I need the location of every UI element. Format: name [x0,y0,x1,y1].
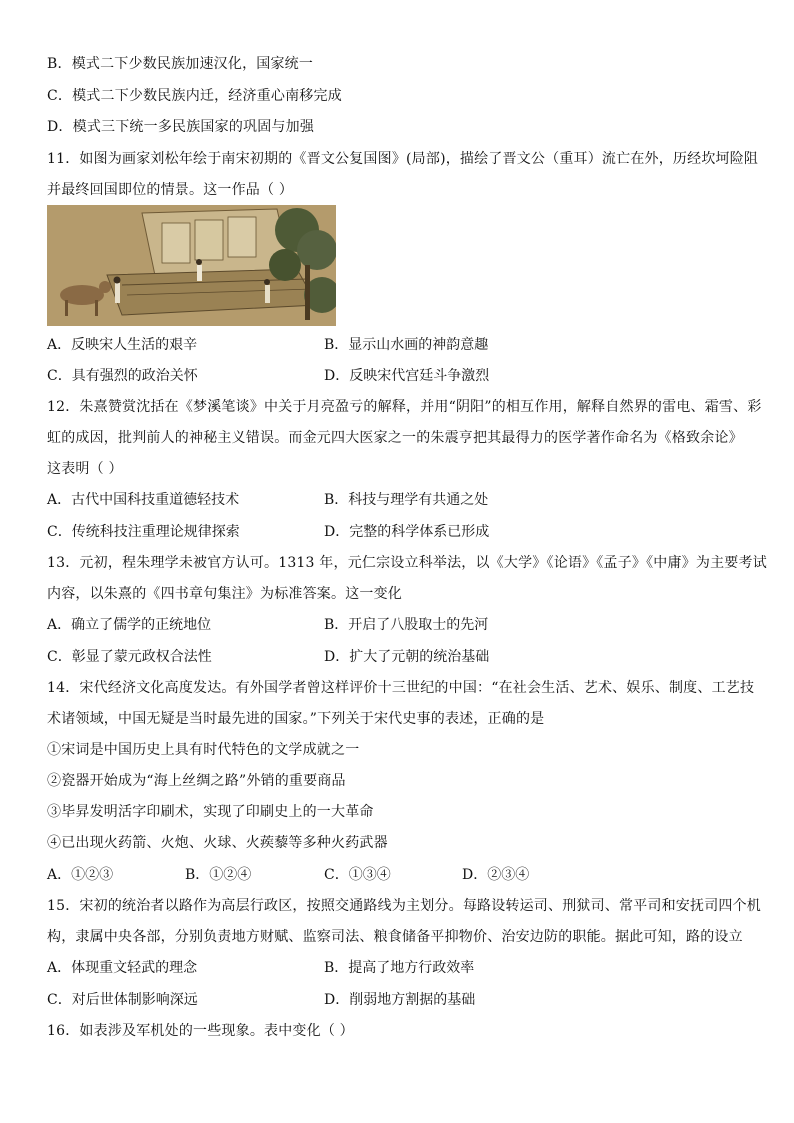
q10-option-b: B．模式二下少数民族加速汉化，国家统一 [47,56,314,72]
q13-stem-line-1: 13．元初，程朱理学未被官方认可。1313 年，元仁宗设立科举法，以《大学》《论语》《孟子》《中庸》为主要考试 [47,555,767,571]
q11-painting-image [47,205,336,326]
q12-option-d: D．完整的科学体系已形成 [324,524,490,540]
q15-option-d: D．削弱地方割据的基础 [324,992,476,1008]
q14-option-a: A．①②③ [47,867,114,883]
q11-option-a: A．反映宋人生活的艰辛 [47,337,198,353]
painting-illustration [47,205,336,326]
q14-option-d: D．②③④ [462,867,530,883]
q13-option-c: C．彰显了蒙元政权合法性 [47,649,212,665]
q15-option-b: B．提高了地方行政效率 [324,960,475,976]
q10-option-d: D．模式三下统一多民族国家的巩固与加强 [47,119,315,135]
q14-statement-3: ③毕昇发明活字印刷术，实现了印刷史上的一大革命 [47,804,374,820]
q14-statement-4: ④已出现火药箭、火炮、火球、火蒺藜等多种火药武器 [47,835,388,851]
q13-option-a: A．确立了儒学的正统地位 [47,617,212,633]
q15-option-a: A．体现重文轻武的理念 [47,960,198,976]
q11-option-b: B．显示山水画的神韵意趣 [324,337,489,353]
q14-statement-1: ①宋词是中国历史上具有时代特色的文学成就之一 [47,742,360,758]
q11-stem-line-1: 11．如图为画家刘松年绘于南宋初期的《晋文公复国图》(局部)，描绘了晋文公（重耳）流亡在外，历经坎坷险阻 [47,151,759,167]
q11-option-c: C．具有强烈的政治关怀 [47,368,198,384]
q12-option-b: B．科技与理学有共通之处 [324,492,489,508]
q11-stem-line-2: 并最终回国即位的情景。这一作品（ ） [47,182,294,198]
q14-stem-line-1: 14．宋代经济文化高度发达。有外国学者曾这样评价十三世纪的中国：“在社会生活、艺术、娱乐、制度、工艺技 [47,680,755,696]
q14-option-c: C．①③④ [324,867,391,883]
q15-stem-line-2: 构，隶属中央各部，分别负责地方财赋、监察司法、粮食储备平抑物价、治安边防的职能。据此可知，路的设立 [47,929,743,945]
q13-option-d: D．扩大了元朝的统治基础 [324,649,490,665]
q16-stem-line-1: 16．如表涉及军机处的一些现象。表中变化（ ） [47,1023,354,1039]
q12-stem-line-3: 这表明（ ） [47,461,123,477]
q12-option-c: C．传统科技注重理论规律探索 [47,524,240,540]
q13-option-b: B．开启了八股取士的先河 [324,617,489,633]
q12-stem-line-2: 虹的成因，批判前人的神秘主义错误。而金元四大医家之一的朱震亨把其最得力的医学著作命名为《格致余论》 [47,430,743,446]
q13-stem-line-2: 内容，以朱熹的《四书章句集注》为标准答案。这一变化 [47,586,402,602]
q14-stem-line-2: 术诸领域，中国无疑是当时最先进的国家。”下列关于宋代史事的表述，正确的是 [47,711,545,727]
q11-option-d: D．反映宋代宫廷斗争激烈 [324,368,490,384]
q15-option-c: C．对后世体制影响深远 [47,992,198,1008]
q10-option-c: C．模式二下少数民族内迁，经济重心南移完成 [47,88,342,104]
q14-statement-2: ②瓷器开始成为“海上丝绸之路”外销的重要商品 [47,773,346,789]
q12-stem-line-1: 12．朱熹赞赏沈括在《梦溪笔谈》中关于月亮盈亏的解释，并用“阴阳”的相互作用，解释自然界的雷电、霜雪、彩 [47,399,762,415]
q15-stem-line-1: 15．宋初的统治者以路作为高层行政区，按照交通路线为主划分。每路设转运司、刑狱司、常平司和安抚司四个机 [47,898,762,914]
q12-option-a: A．古代中国科技重道德轻技术 [47,492,240,508]
q14-option-b: B．①②④ [185,867,252,883]
